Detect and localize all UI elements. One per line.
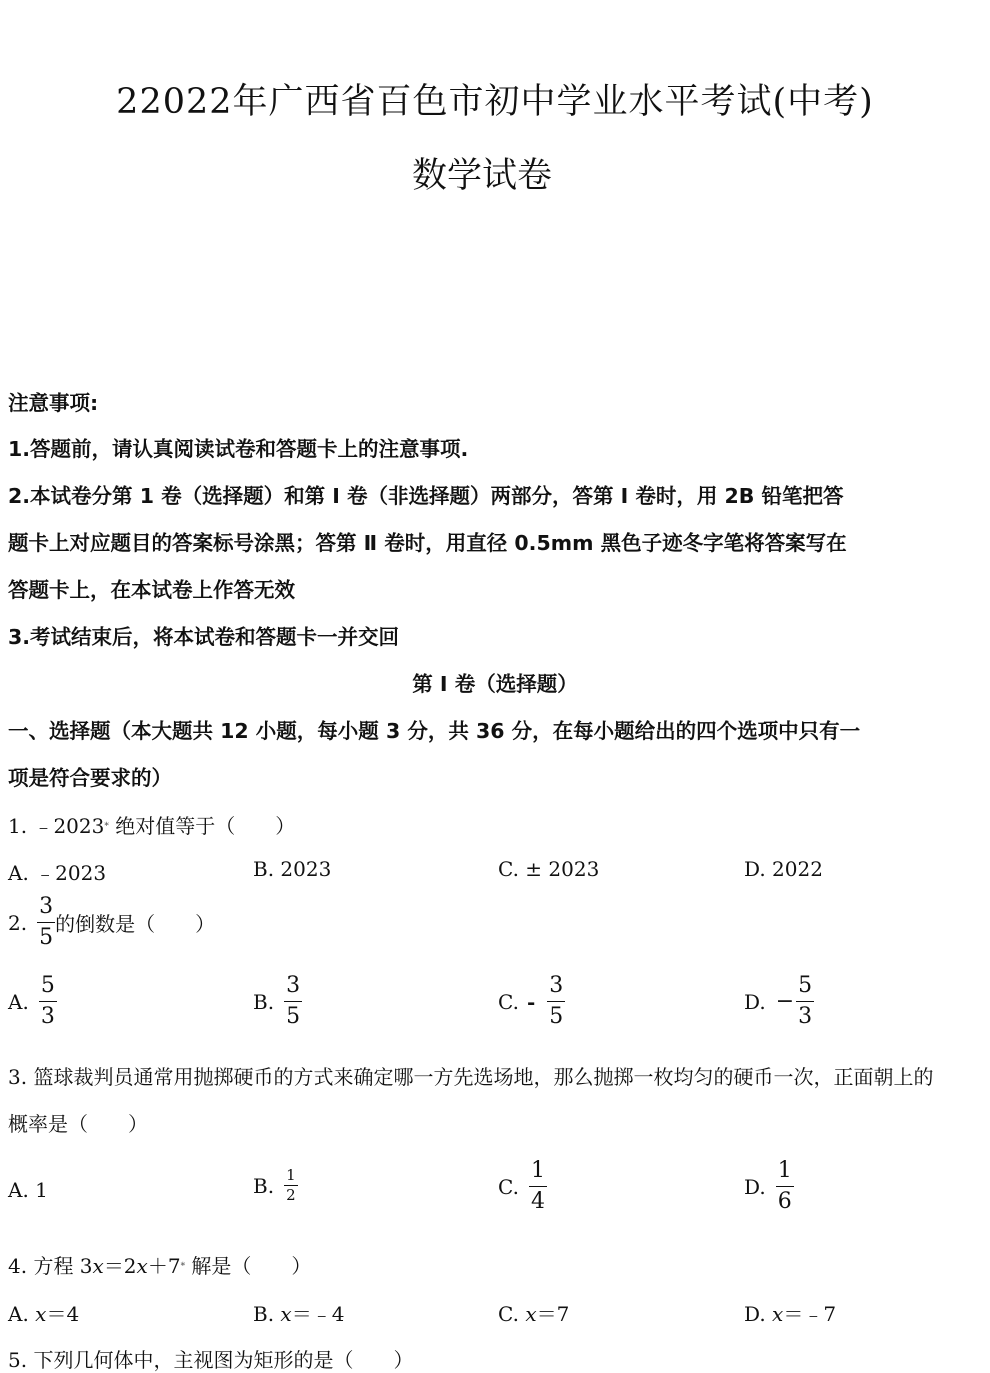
q3-option-a: A. 1 bbox=[8, 1178, 48, 1202]
option-variable: x bbox=[35, 1302, 47, 1326]
notes-item-3: 3.考试结束后，将本试卷和答题卡一并交回 bbox=[8, 625, 400, 649]
section-heading: 一、选择题（本大题共 12 小题，每小题 3 分，共 36 分，在每小题给出的四个选项中只有一 bbox=[8, 719, 861, 743]
numerator: 1 bbox=[530, 1158, 545, 1183]
option-label: D. bbox=[744, 989, 766, 1014]
question-2 bbox=[8, 896, 215, 949]
q3-option-d bbox=[744, 1160, 794, 1213]
q2-fraction bbox=[37, 896, 55, 949]
q4-option-a bbox=[8, 1298, 79, 1327]
option-value: ＝﹣7 bbox=[783, 1302, 837, 1326]
q2-option-d bbox=[744, 975, 814, 1028]
q4-middle: ＝2 bbox=[103, 1254, 137, 1278]
option-fraction bbox=[796, 975, 814, 1028]
q1-suffix: 绝对值等于（ ） bbox=[115, 814, 296, 838]
q1-option-a: A. ﹣2023 bbox=[8, 861, 107, 885]
q2-prefix: 2. bbox=[8, 910, 28, 935]
section-heading-cont: 项是符合要求的） bbox=[8, 766, 172, 790]
option-label: C. bbox=[498, 1174, 519, 1199]
denominator: 3 bbox=[798, 1004, 813, 1029]
option-fraction bbox=[547, 975, 565, 1028]
notes-heading: 注意事项: bbox=[8, 391, 99, 415]
denominator: 3 bbox=[40, 1004, 55, 1029]
q1-option-b: B. 2023 bbox=[253, 857, 332, 881]
q1-prefix: 1. ﹣2023 bbox=[8, 814, 105, 838]
q4-option-d bbox=[744, 1298, 836, 1327]
option-label: D. bbox=[744, 1302, 773, 1326]
option-fraction bbox=[284, 1168, 298, 1203]
option-label: B. bbox=[253, 1173, 275, 1198]
option-label: B. bbox=[253, 989, 275, 1014]
option-variable: x bbox=[280, 1302, 292, 1326]
q3-option-c bbox=[498, 1160, 547, 1213]
option-sign: - bbox=[526, 989, 536, 1014]
exam-subtitle: 数学试卷 bbox=[411, 156, 552, 196]
q4-after: ＋7 bbox=[147, 1254, 181, 1278]
denominator: 5 bbox=[286, 1004, 301, 1029]
numerator: 5 bbox=[40, 973, 55, 998]
option-fraction bbox=[529, 1160, 547, 1213]
denominator: 2 bbox=[286, 1186, 296, 1204]
option-variable: x bbox=[772, 1302, 784, 1326]
q3-option-b bbox=[253, 1168, 298, 1203]
numerator: 1 bbox=[286, 1166, 296, 1184]
option-variable: x bbox=[525, 1302, 537, 1326]
option-sign: − bbox=[775, 989, 795, 1014]
q2-numerator: 3 bbox=[39, 894, 54, 919]
option-label: C. bbox=[498, 989, 519, 1014]
q2-denominator: 5 bbox=[39, 925, 54, 950]
q4-prefix: 4. 方程 3 bbox=[8, 1254, 93, 1278]
numerator: 5 bbox=[798, 973, 813, 998]
option-fraction bbox=[776, 1160, 794, 1213]
question-3: 3. 篮球裁判员通常用抛掷硬币的方式来确定哪一方先选场地，那么抛掷一枚均匀的硬币一次，正面朝上的 bbox=[8, 1065, 934, 1089]
q4-option-b bbox=[253, 1298, 344, 1327]
question-5: 5. 下列几何体中，主视图为矩形的是（ ） bbox=[8, 1348, 414, 1372]
numerator: 1 bbox=[777, 1158, 792, 1183]
option-fraction bbox=[284, 975, 302, 1028]
option-label: D. bbox=[744, 1174, 766, 1199]
numerator: 3 bbox=[549, 973, 564, 998]
notes-item-2: 2.本试卷分第 1 卷（选择题）和第 I 卷（非选择题）两部分，答第 I 卷时，用 2B 铅笔把答 bbox=[8, 484, 844, 508]
question-3-cont: 概率是（ ） bbox=[8, 1112, 148, 1136]
notes-item-2-cont1: 题卡上对应题目的答案标号涂黑；答第 Ⅱ 卷时，用直径 0.5mm 黑色子迹冬字笔将答案写在 bbox=[8, 531, 847, 555]
option-value: ＝4 bbox=[46, 1302, 80, 1326]
q4-mark: ⁎ bbox=[180, 1258, 186, 1269]
option-label: B. bbox=[253, 1302, 281, 1326]
q4-option-c bbox=[498, 1298, 569, 1327]
denominator: 6 bbox=[777, 1189, 792, 1214]
option-label: C. bbox=[498, 1302, 526, 1326]
question-4 bbox=[8, 1250, 311, 1279]
q1-mark: ⁎ bbox=[104, 818, 109, 829]
option-value: ＝7 bbox=[536, 1302, 570, 1326]
q2-option-b bbox=[253, 975, 302, 1028]
q4-variable: x bbox=[92, 1254, 104, 1278]
q2-option-a bbox=[8, 975, 57, 1028]
q2-suffix: 的倒数是（ ） bbox=[55, 912, 216, 936]
denominator: 5 bbox=[549, 1004, 564, 1029]
part1-heading: 第 I 卷（选择题） bbox=[412, 672, 578, 696]
q1-option-c: C. ± 2023 bbox=[498, 857, 600, 881]
denominator: 4 bbox=[530, 1189, 545, 1214]
question-1 bbox=[8, 810, 295, 839]
option-label: A. bbox=[8, 1302, 36, 1326]
notes-item-1: 1.答题前，请认真阅读试卷和答题卡上的注意事项. bbox=[8, 437, 469, 461]
q4-variable-2: x bbox=[136, 1254, 148, 1278]
q4-suffix: 解是（ ） bbox=[191, 1254, 312, 1278]
q1-option-d: D. 2022 bbox=[744, 857, 823, 881]
notes-item-2-cont2: 答题卡上，在本试卷上作答无效 bbox=[8, 578, 295, 602]
exam-title: 22022年广西省百色市初中学业水平考试(中考) bbox=[116, 82, 874, 122]
option-label: A. bbox=[8, 989, 29, 1014]
option-value: ＝﹣4 bbox=[291, 1302, 345, 1326]
option-fraction bbox=[39, 975, 57, 1028]
numerator: 3 bbox=[286, 973, 301, 998]
q2-option-c bbox=[498, 975, 565, 1028]
